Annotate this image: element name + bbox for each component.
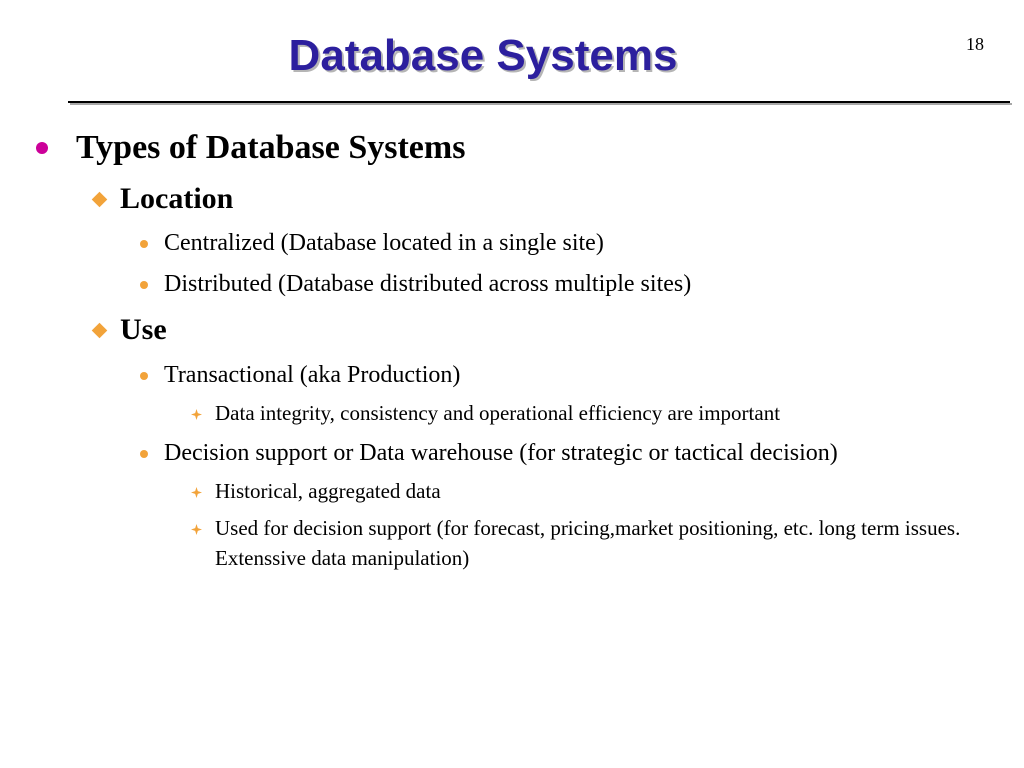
four-point-star-icon xyxy=(191,409,202,420)
bullet-text: Decision support or Data warehouse (for strategic or tactical decision) xyxy=(164,440,838,466)
bullet-text: Use xyxy=(120,313,167,346)
slide-title: Database Systems xyxy=(288,31,678,80)
four-point-star-icon xyxy=(191,487,202,498)
bullet-text: Used for decision support (for forecast, pricing,market positioning, etc. long term issues. Extenssive data manipulation) xyxy=(215,516,961,570)
bullet-text: Historical, aggregated data xyxy=(215,479,441,503)
orange-dot-icon xyxy=(140,450,148,458)
orange-dot-icon xyxy=(140,281,148,289)
bullet-text: Location xyxy=(120,182,234,215)
magenta-dot-icon xyxy=(36,142,48,154)
bullet-text: Types of Database Systems xyxy=(76,129,466,166)
bullet-text: Centralized (Database located in a single site) xyxy=(164,230,604,256)
title-divider xyxy=(68,101,1010,103)
orange-dot-icon xyxy=(140,240,148,248)
orange-dot-icon xyxy=(140,372,148,380)
four-point-star-icon xyxy=(191,524,202,535)
bullet-text: Distributed (Database distributed across multiple sites) xyxy=(164,271,692,297)
orange-diamond-icon xyxy=(92,192,108,208)
bullet-text: Data integrity, consistency and operational efficiency are important xyxy=(215,401,781,425)
page-number: 18 xyxy=(966,34,984,54)
orange-diamond-icon xyxy=(92,323,108,339)
bullet-text: Transactional (aka Production) xyxy=(164,362,461,388)
